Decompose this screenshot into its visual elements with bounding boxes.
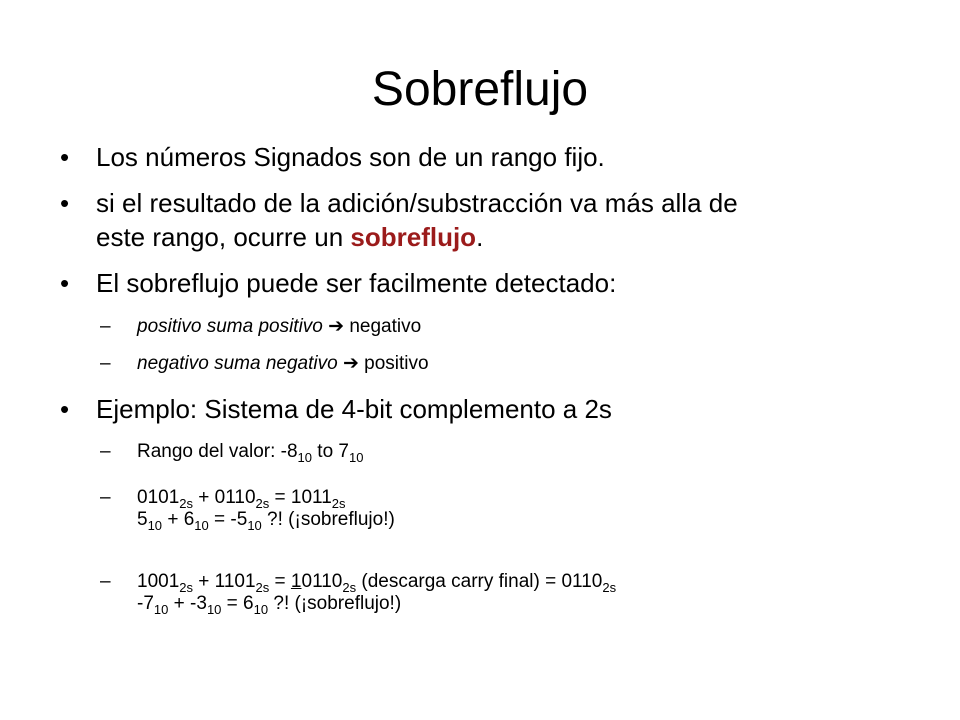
operand: 0110: [214, 487, 256, 508]
operand: 5: [137, 509, 148, 530]
arrow-icon: ➔: [328, 316, 345, 337]
bullet-text: Los números Signados son de un rango fijo.: [96, 142, 605, 172]
carry-bit: 1: [290, 571, 302, 592]
sub-bullet-dash: –: [100, 571, 111, 592]
subscript: 10: [297, 450, 313, 465]
sub-bullet-dash: –: [100, 316, 111, 337]
italic-phrase: positivo suma positivo: [137, 316, 323, 337]
subscript: 10: [253, 602, 269, 617]
bullet-text: El sobreflujo puede ser facilmente detectado:: [96, 268, 617, 298]
subscript: 2s: [342, 580, 357, 595]
operator: +: [193, 571, 215, 592]
subscript: 2s: [331, 496, 346, 511]
result: = -5: [208, 509, 248, 530]
subscript: 2s: [179, 580, 194, 595]
range-text: Rango del valor: -8: [137, 441, 298, 462]
sub-bullet-text: [137, 441, 917, 463]
bullet-dot: •: [60, 268, 70, 298]
operator: =: [269, 571, 291, 592]
result-text: positivo: [358, 353, 429, 374]
italic-phrase: negativo suma negativo: [137, 353, 338, 374]
subscript: 2s: [255, 496, 270, 511]
overflow-note: ?! (¡sobreflujo!): [261, 509, 395, 530]
operator: +: [193, 487, 215, 508]
operand: 1001: [137, 571, 180, 592]
subscript: 2s: [602, 580, 617, 595]
binary-line: [137, 571, 917, 593]
bullet-text: [96, 186, 896, 254]
bullet-dot: •: [60, 142, 70, 172]
range-text: to 7: [312, 441, 349, 462]
result: 0110: [301, 571, 343, 592]
subscript: 10: [206, 602, 222, 617]
decimal-line: [137, 509, 917, 531]
binary-line: [137, 487, 917, 509]
subscript: 10: [153, 602, 169, 617]
sub-bullet-dash: –: [100, 441, 111, 462]
operand: + 6: [162, 509, 195, 530]
result: 1011: [290, 487, 332, 508]
bullet-line-2: [96, 220, 896, 254]
line-2-text: este rango, ocurre un: [96, 222, 351, 252]
subscript: 10: [247, 518, 262, 533]
sub-bullet-dash: –: [100, 487, 111, 508]
sub-bullet-text: [137, 571, 917, 615]
subscript: 2s: [179, 496, 194, 511]
subscript: 10: [194, 518, 209, 533]
decimal-line: [137, 593, 917, 615]
result-text: negativo: [344, 316, 422, 337]
sub-bullet-text: [137, 316, 917, 338]
operand: 0101: [137, 487, 180, 508]
result: = 6: [221, 593, 254, 614]
sub-bullet-dash: –: [100, 353, 111, 374]
subscript: 10: [147, 518, 163, 533]
carry-note: (descarga carry final) = 0110: [356, 571, 603, 592]
bullet-dot: •: [60, 188, 70, 218]
subscript: 10: [349, 450, 364, 465]
operand: + -3: [168, 593, 207, 614]
slide-title: Sobreflujo: [371, 63, 589, 116]
bullet-line-1: si el resultado de la adición/substracción va más alla de: [96, 188, 738, 218]
bullet-text: Ejemplo: Sistema de 4-bit complemento a 2s: [96, 394, 612, 424]
arrow-icon: ➔: [342, 353, 359, 374]
subscript: 2s: [255, 580, 270, 595]
highlight-sobreflujo: sobreflujo: [350, 222, 477, 252]
operator: =: [269, 487, 291, 508]
operand: -7: [137, 593, 154, 614]
sub-bullet-text: [137, 487, 917, 531]
operand: 1101: [214, 571, 256, 592]
line-2-period: .: [476, 222, 484, 252]
sub-bullet-text: [137, 353, 917, 375]
bullet-dot: •: [60, 394, 70, 424]
overflow-note: ?! (¡sobreflujo!): [268, 593, 402, 614]
